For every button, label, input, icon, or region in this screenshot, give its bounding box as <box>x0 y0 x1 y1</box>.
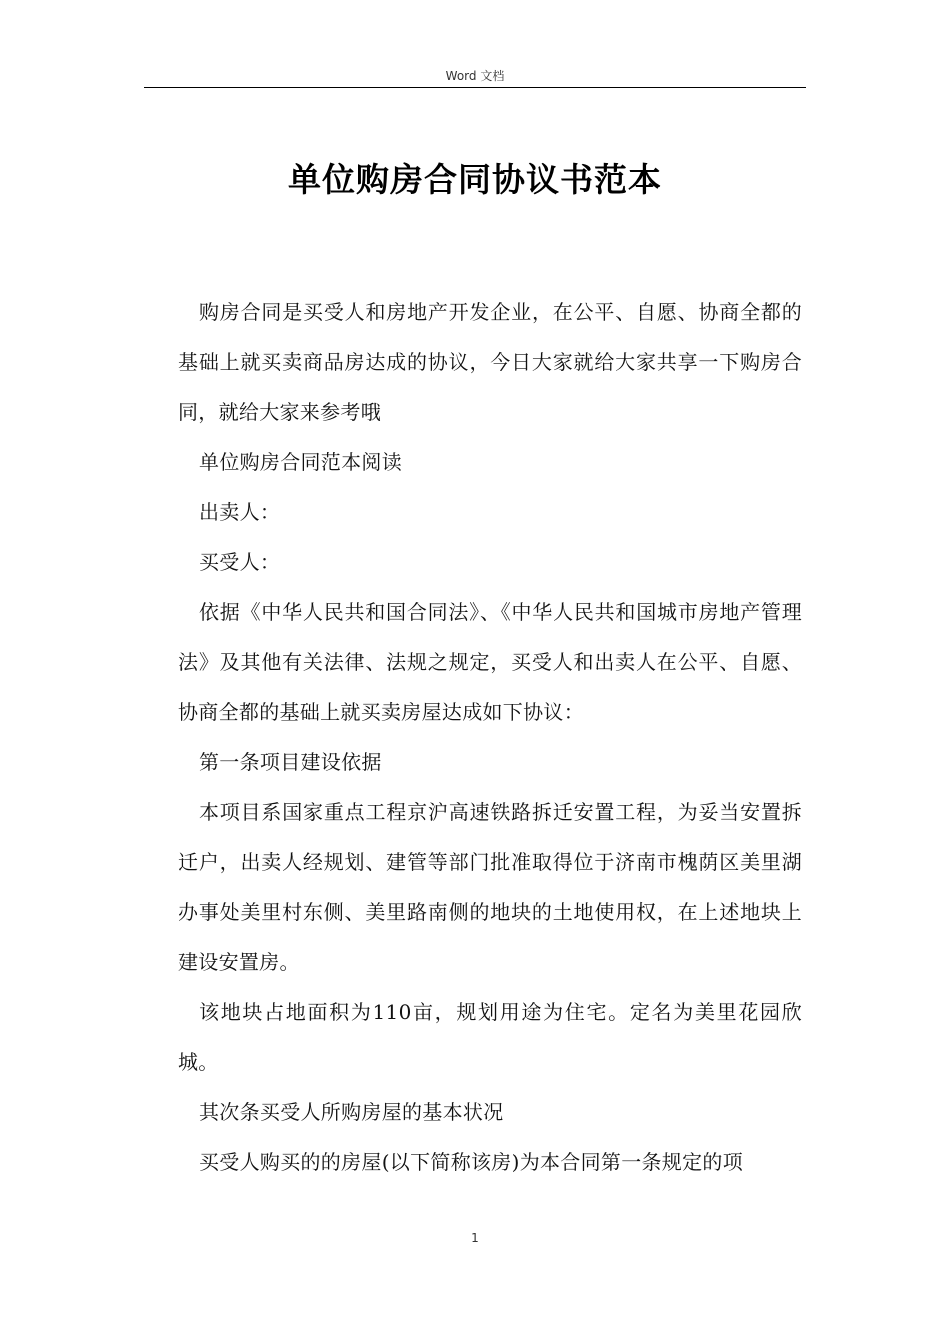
paragraph-heading-reading: 单位购房合同范本阅读 <box>199 450 402 474</box>
document-title: 单位购房合同协议书范本 <box>288 160 662 199</box>
paragraph-article-2-heading: 其次条买受人所购房屋的基本状况 <box>199 1100 504 1124</box>
paragraph-buyer: 买受人： <box>199 550 281 574</box>
paragraph-land-area: 该地块占地面积为110亩，规划用途为住宅。定名为美里花园欣城。 <box>178 1000 802 1074</box>
document-body <box>178 287 802 1187</box>
paragraph-seller: 出卖人： <box>199 500 281 524</box>
paragraph-legal-basis: 依据《中华人民共和国合同法》、《中华人民共和国城市房地产管理法》及其他有关法律、法规之规定，买受人和出卖人在公平、自愿、协商全都的基础上就买卖房屋达成如下协议： <box>178 600 802 724</box>
header-divider <box>144 87 806 88</box>
paragraph-intro: 购房合同是买受人和房地产开发企业，在公平、自愿、协商全都的基础上就买卖商品房达成的协议，今日大家就给大家共享一下购房合同，就给大家来参考哦 <box>178 300 802 424</box>
page-header: Word 文档 <box>445 69 505 83</box>
paragraph-article-1-heading: 第一条项目建设依据 <box>199 750 382 774</box>
paragraph-article-1-body: 本项目系国家重点工程京沪高速铁路拆迁安置工程，为妥当安置拆迁户，出卖人经规划、建管等部门批准取得位于济南市槐荫区美里湖办事处美里村东侧、美里路南侧的地块的土地使用权，在上述地块上建设安置房。 <box>178 800 802 974</box>
paragraph-article-2-body: 买受人购买的的房屋(以下简称该房)为本合同第一条规定的项 <box>199 1150 744 1174</box>
page-number: 1 <box>471 1231 479 1245</box>
